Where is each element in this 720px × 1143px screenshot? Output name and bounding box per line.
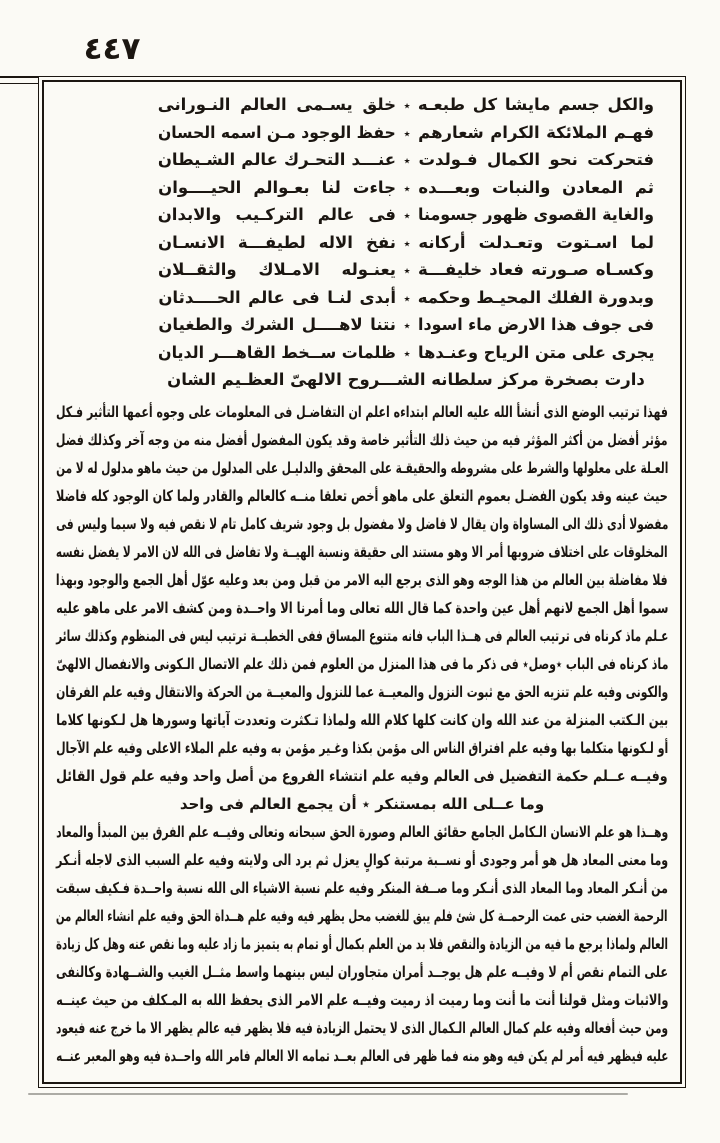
- hemistich-left: جاءت لنا بعـوالم الحيــــوان: [158, 177, 396, 197]
- prose-line: وهــذا هو علم الانسان الـكامل الجامع حقائق العالم وصورة الحق سبحانه وتعالى وفيــه علم الفرق بين المبدأ والمعاد: [55, 822, 668, 841]
- prose-line: الرحمة الغضب حتى عمت الرحمــة كل شئ فلم يبق للغضب محل يظهر فيه وفيه علم هــداة الحق وفيه علم انشاء العالم من: [56, 906, 668, 925]
- hemistich-right: وكسـاه صـورته فعاد خليفـــة: [417, 260, 654, 279]
- prose-line: فلا مفاضلة بين العالم من هذا الوجه وهو الذى يرجع اليه الامر من قبل ومن بعد وعليه عوّل أهل الجمع والوجود وبهذا: [56, 570, 668, 589]
- verse-separator-icon: ٭: [403, 346, 411, 362]
- prose-line: والاثبات ومثل قولنا أنت ما أنت وما رميت اذ رميت وفيــه علم الامر الذى يحفظ الله به المـكلف من حيث عينــه: [55, 990, 668, 1009]
- poem-bayt: [158, 201, 654, 229]
- prose-line: بين الـكتب المنزلة من عند الله وان كانت كلها كلام الله ولماذا تـكثرت وتعددت آياتها وسورها هل لـكونها كلاما: [55, 710, 668, 729]
- prose-line: أو لـكونها متكلما بها وفيه علم افتراق الناس الى مؤمن بكذا وغـير مؤمن به وفيه علم الملاء الاعلى وفيه علم الآجال: [55, 738, 668, 757]
- poem-bayt: [158, 311, 654, 339]
- prose-line: على التمام نقص أم لا وفيــه علم هل يوجــد أمران متجاوران ليس بينهما واسط مثــل الغيب والشــهادة وكالنفى: [56, 962, 668, 981]
- prose-line: فهذا ترتيب الوضع الذى أنشأ الله عليه العالم ابتداءه اعلم ان التفاضـل فى المعلومات على وجوه أعمها التأثير فـكل: [56, 402, 668, 421]
- hemistich-right: فى جوف هذا الارض ماء اسودا: [417, 315, 654, 334]
- press-mark: [28, 1093, 628, 1095]
- hemistich-left: حفظ الوجود مـن اسمه الحسان: [158, 122, 396, 142]
- poem-bayt: [158, 91, 654, 119]
- verse-separator-icon: ٭: [403, 236, 411, 252]
- hemistich-right: لما اسـتوت وتعـدلت أركانه: [418, 232, 654, 252]
- prose-line: عليه فيظهر فيه أمر لم يكن فيه وهو منه فما ظهر فى العالم بعــد تمامه الا العالم فامر الله واحــدة فيه وهو المعبر عنــه: [55, 1046, 668, 1065]
- prose-line: وما معنى المعاد هل هو أمر وجودى أو نســبة مرتبة كوالٍ يعزل ثم يرد الى ولايته وفيه علم السبب الذى لاجله أنـكر: [55, 850, 668, 869]
- page-number: ٤٤٧: [83, 31, 141, 67]
- prose-line: عـلم ماذ كرناه فى ترتيب العالم فى هــذا الباب فانه متنوع المساق ففى الخطبــة ترتيب ليس فى المنظوم وكذلك سائر: [55, 626, 668, 645]
- verse-separator-icon: ٭: [403, 291, 411, 307]
- verse-separator-icon: ٭: [403, 99, 411, 114]
- poem-bayt: [158, 174, 654, 202]
- hemistich-left: فى عالم التركـيب والابدان: [157, 205, 396, 224]
- hemistich-right: والغاية القصوى ظهور جسومنا: [418, 205, 654, 224]
- hemistich-right: وبدورة الفلك المحيـط وحكمه: [417, 287, 654, 307]
- prose-line: المخلوقات على اختلاف ضروبها أمر الا وهو مستند الى حقيقة ونسبة الهيــة ولا تفاضل فى الله لان الامر لا يفضل نفسه: [56, 542, 668, 561]
- prose-line: وفيــه عــلم حكمة التفضيل فى العالم وفيه علم انتشاء الفروع من أصل واحد وفيه علم قول القائل: [56, 766, 668, 785]
- prose-line: ماذ كرناه فى الباب ٭وصل٭ فى ذكر ما فى هذا المنزل من العلوم فمن ذلك علم الاتصال الـكونى والانفصال الالهىّ: [55, 654, 668, 673]
- poem-closing-line: دارت بصخرة مركز سلطانه الشـــروح الالهىّ العظـيم الشان: [167, 370, 645, 389]
- verse-separator-icon: ٭: [403, 264, 411, 279]
- verse-separator-icon: ٭: [403, 209, 411, 224]
- hemistich-left: نفخ الاله لطيفـــة الانسـان: [158, 232, 396, 252]
- prose-line: العـلة على معلولها والشرط على مشروطه والحقيقـة على المحقق والدليـل على المدلول من حيث ماهو مدلول له لا من: [55, 458, 668, 477]
- poem-bayt: [158, 146, 654, 174]
- verse-separator-icon: ٭: [403, 181, 411, 197]
- prose-line: ومن حيث أفعاله وفيه علم كمال العالم الـكمال الذى لا يحتمل الزيادة فيه فلا يظهر فيه عالم يظهر الا ما خرج عنه فيعود: [55, 1018, 668, 1037]
- hemistich-left: يعنـوله الامـلاك والثقــلان: [158, 260, 396, 279]
- hemistich-right: ثم المعادن والنبات وبعـــده: [418, 177, 654, 197]
- prose-line: العالم ولماذا يرجع ما فيه من الزيادة والنقص فلا بد من العلم بكمال أو تمام به يتميز ما زاد عليه وما نقص عنه وهل كل زيادة: [56, 934, 668, 953]
- hemistich-right: يجرى على متن الرياح وعنـدها: [417, 342, 654, 362]
- prose-line: مؤثر أفضل من أكثر المؤثر فيه من حيث ذلك التأثير خاصة وقد يكون المفضول أفضل منه من وجه آخر وكذلك فضل: [56, 430, 668, 449]
- hemistich-right: فهـم الملائكة الكرام شعارهم: [418, 122, 654, 142]
- prose-block: [56, 398, 668, 1070]
- poem-bayt: [158, 256, 654, 284]
- prose-line: من أنـكر المعاد وما المعاد الذى أنـكر وما صــفة المنكر وفيه علم نسبة الاشياء الى الله نسبة واحــدة فـكيف سبقت: [56, 878, 668, 897]
- text-frame-inner: [42, 80, 682, 1084]
- poem-bayt: [158, 229, 654, 257]
- text-frame-border: [38, 76, 686, 1088]
- inline-verse-line: وما عــلى الله بمستنكر ٭ أن يجمع العالم فى واحد: [179, 794, 545, 813]
- hemistich-left: خلق يسـمى العالم النـورانى: [157, 95, 396, 114]
- hemistich-left: ظلمات ســخط القاهـــر الديان: [158, 342, 396, 362]
- hemistich-right: فتحركت نحو الكمال فـولدت: [418, 150, 654, 169]
- poem-block: [158, 91, 654, 394]
- hemistich-left: أبدى لنـا فى عالم الحــــدثان: [158, 287, 396, 307]
- hemistich-left: عنـــد التحـرك عالم الشـيطان: [157, 150, 396, 169]
- verse-separator-icon: ٭: [403, 126, 411, 142]
- prose-line: والكونى وفيه علم تنزيه الحق مع ثبوت النزول والمعيــة عما للنزول والمعيــة من الحركة والانتقال وفيه علم الفرقان: [55, 682, 668, 701]
- verse-separator-icon: ٭: [403, 154, 411, 169]
- poem-bayt: [158, 339, 654, 367]
- poem-bayt: [158, 284, 654, 312]
- poem-bayt: [158, 119, 654, 147]
- verse-separator-icon: ٭: [403, 319, 411, 334]
- prose-line: حيث عينه وقد يكون الفضـل بعموم التعلق على ماهو أخص تعلقا منــه كالعالم والقادر ولما كان الوجود كله فاضلا: [56, 486, 668, 505]
- prose-line: مفضولا أدى ذلك الى المساواة وان يقال لا فاضل ولا مفضول بل وجود شريف كامل تام لا نقص فيه ولا سيما وليس فى: [55, 514, 668, 533]
- hemistich-right: والكل جسم مايشا كل طبعـه: [417, 95, 654, 114]
- hemistich-left: نتنا لاهــــل الشرك والطغيان: [158, 315, 396, 334]
- prose-line: سموا أهل الجمع لانهم أهل عين واحدة كما قال الله تعالى وما أمرنا الا واحــدة ومن كشف الامر على ماهو عليه: [55, 598, 668, 617]
